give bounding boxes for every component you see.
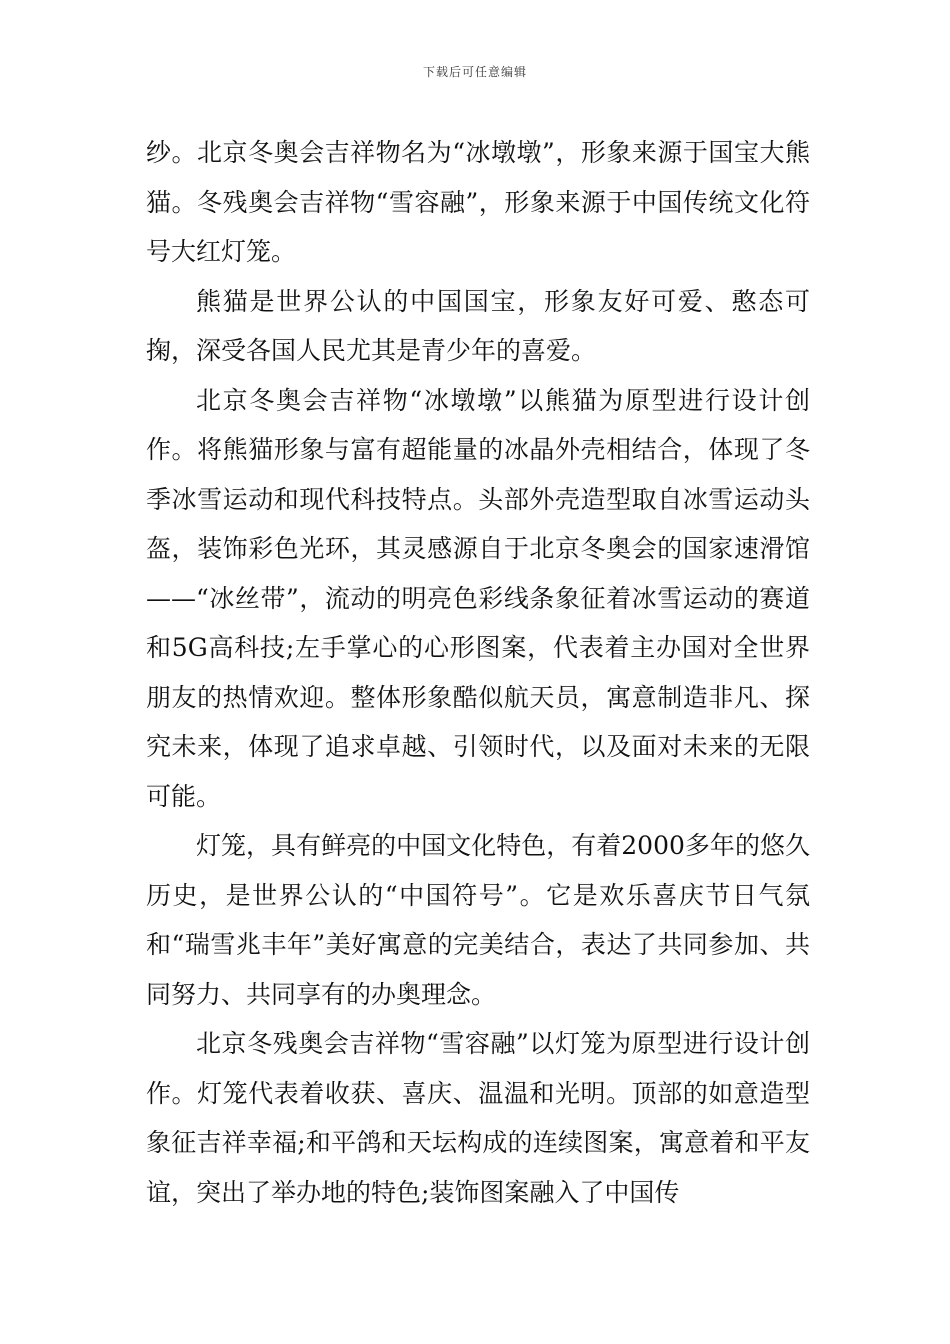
paragraph-bing-dwen-dwen: 北京冬奥会吉祥物“冰墩墩”以熊猫为原型进行设计创作。将熊猫形象与富有超能量的冰晶外壳相结合，体现了冬季冰雪运动和现代科技特点。头部外壳造型取自冰雪运动头盔，装饰彩色光环，其灵感源自于北京冬奥会的国家速滑馆——“冰丝带”，流动的明亮色彩线条象征着冰雪运动的赛道和5G高科技;左手掌心的心形图案，代表着主办国对全世界朋友的热情欢迎。整体形象酷似航天员，寓意制造非凡、探究未来，体现了追求卓越、引领时代，以及面对未来的无限可能。: [146, 385, 810, 811]
document-body: [146, 128, 810, 1217]
paragraph-shuey-rhon-rhon: 北京冬残奥会吉祥物“雪容融”以灯笼为原型进行设计创作。灯笼代表着收获、喜庆、温温和光明。顶部的如意造型象征吉祥幸福;和平鸽和天坛构成的连续图案，寓意着和平友谊，突出了举办地的特色;装饰图案融入了中国传: [146, 1029, 810, 1207]
paragraph-panda: 熊猫是世界公认的中国国宝，形象友好可爱、憨态可掬，深受各国人民尤其是青少年的喜爱。: [146, 286, 810, 365]
page-header-note: 下载后可任意编辑: [422, 65, 527, 79]
paragraph-lantern: 灯笼，具有鲜亮的中国文化特色，有着2000多年的悠久历史，是世界公认的“中国符号”。它是欢乐喜庆节日气氛和“瑞雪兆丰年”美好寓意的完美结合，表达了共同参加、共同努力、共同享有的办奥理念。: [146, 831, 810, 1009]
paragraph-continuation: 纱。北京冬奥会吉祥物名为“冰墩墩”，形象来源于国宝大熊猫。冬残奥会吉祥物“雪容融”，形象来源于中国传统文化符号大红灯笼。: [146, 138, 810, 266]
